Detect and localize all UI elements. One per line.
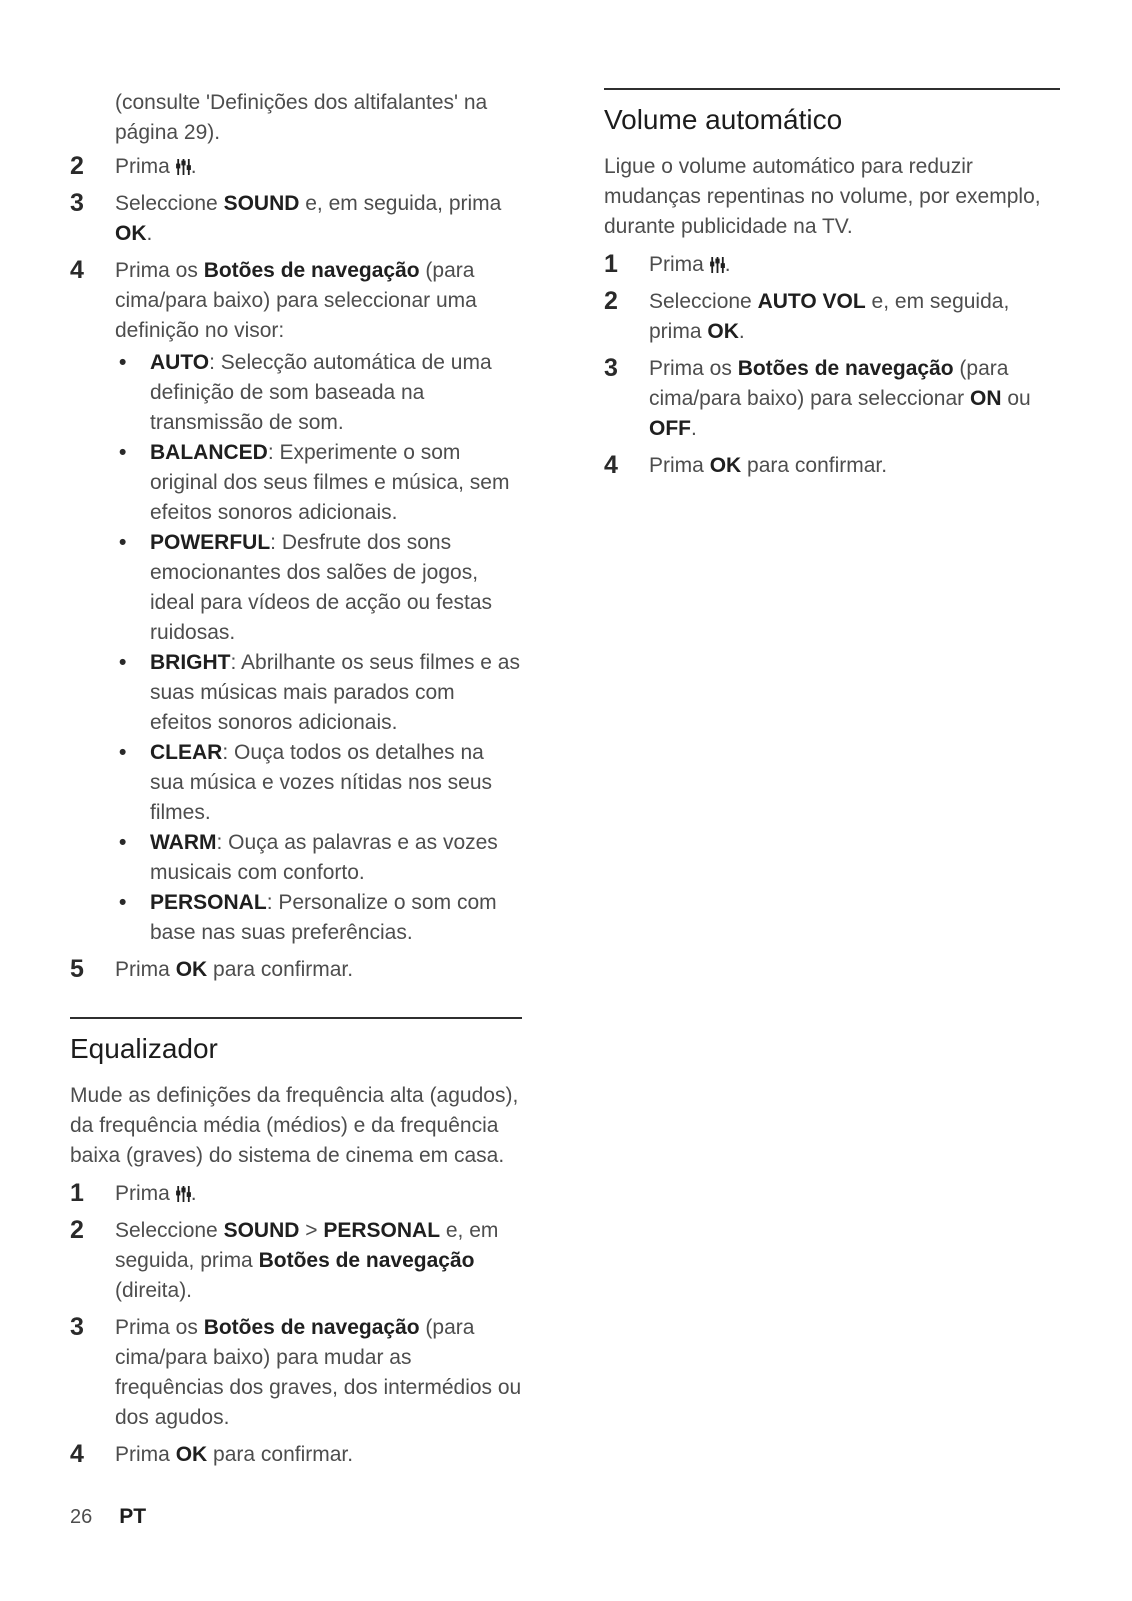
step-number: 2 [70, 1216, 84, 1244]
bullet-item [115, 348, 522, 438]
step-item [70, 152, 522, 182]
bullet-text: BRIGHT: Abrilhante os seus filmes e as suas músicas mais parados com efeitos sonoros adicionais. [150, 651, 520, 734]
step-number: 3 [70, 1313, 84, 1341]
bullet-text: CLEAR: Ouça todos os detalhes na sua música e vozes nítidas nos seus filmes. [150, 741, 493, 824]
auto-volume-heading: Volume automático [604, 104, 843, 135]
bullet-text: BALANCED: Experimente o som original dos seus filmes e música, sem efeitos sonoros adicionais. [150, 441, 510, 524]
step-body [115, 256, 522, 948]
bullet-marker: • [119, 531, 127, 554]
step-item [70, 1313, 522, 1433]
section-divider [70, 1017, 522, 1019]
equalizer-steps-list [70, 1179, 522, 1470]
step-item [604, 250, 1060, 280]
bullet-item [115, 528, 522, 648]
step-number: 3 [70, 189, 84, 217]
step-number: 1 [70, 1179, 84, 1207]
step-text: Prima os Botões de navegação (para cima/para baixo) para seleccionar ON ou OFF. [649, 357, 1031, 440]
step-body [115, 955, 522, 985]
step-text: Prima . [115, 155, 197, 178]
bullet-marker: • [119, 891, 127, 914]
auto-volume-steps-list [604, 250, 1060, 481]
step-text: Prima OK para confirmar. [115, 1443, 354, 1466]
step-number: 4 [70, 256, 84, 284]
bullet-item [115, 888, 522, 948]
bullet-marker: • [119, 831, 127, 854]
step-number: 1 [604, 250, 618, 278]
page-footer [70, 1505, 146, 1529]
sound-settings-icon [176, 1186, 191, 1202]
step-body [115, 1440, 522, 1470]
step-body [115, 152, 522, 182]
bullet-text: POWERFUL: Desfrute dos sons emocionantes dos salões de jogos, ideal para vídeos de acção ou festas ruidosas. [150, 531, 493, 644]
step-number: 2 [70, 152, 84, 180]
sound-settings-icon [710, 257, 725, 273]
equalizer-heading: Equalizador [70, 1033, 218, 1064]
step-text: Prima os Botões de navegação (para cima/para baixo) para mudar as frequências dos graves, dos intermédios ou dos agudos. [115, 1316, 522, 1429]
auto-volume-intro: Ligue o volume automático para reduzir mudanças repentinas no volume, por exemplo, durante publicidade na TV. [604, 155, 1041, 238]
step-item [604, 354, 1060, 444]
step-number: 2 [604, 287, 618, 315]
left-column [70, 86, 522, 1477]
section-divider [604, 88, 1060, 90]
bullet-marker: • [119, 351, 127, 374]
page-number: 26 [70, 1506, 93, 1528]
step-body [649, 451, 1060, 481]
step-item [604, 287, 1060, 347]
step-item [70, 256, 522, 948]
bullet-item [115, 648, 522, 738]
step-number: 3 [604, 354, 618, 382]
step-item [70, 1216, 522, 1306]
step-body [115, 189, 522, 249]
bullet-list [115, 348, 522, 948]
step-body [649, 287, 1060, 347]
step-item [70, 1179, 522, 1209]
step-text: Prima OK para confirmar. [649, 454, 888, 477]
step-item [70, 189, 522, 249]
step-item [604, 451, 1060, 481]
bullet-item [115, 828, 522, 888]
step-text: Seleccione AUTO VOL e, em seguida, prima OK. [649, 290, 1010, 343]
step-text: Prima . [649, 253, 731, 276]
sound-steps-list [70, 152, 522, 985]
bullet-item [115, 738, 522, 828]
bullet-marker: • [119, 441, 127, 464]
bullet-item [115, 438, 522, 528]
step-body [649, 354, 1060, 444]
step-body [115, 1179, 522, 1209]
continuation-text: (consulte 'Definições dos altifalantes' na página 29). [115, 91, 488, 144]
step-text: Prima os Botões de navegação (para cima/para baixo) para seleccionar uma definição no visor: [115, 259, 477, 342]
step-number: 5 [70, 955, 84, 983]
step-text: Seleccione SOUND e, em seguida, prima OK. [115, 192, 502, 245]
bullet-text: AUTO: Selecção automática de uma definição de som baseada na transmissão de som. [150, 351, 492, 434]
step-text: Prima OK para confirmar. [115, 958, 354, 981]
step-item [70, 955, 522, 985]
bullet-marker: • [119, 741, 127, 764]
step-text: Seleccione SOUND > PERSONAL e, em seguida, prima Botões de navegação (direita). [115, 1219, 499, 1302]
step-body [115, 1216, 522, 1306]
step-text: Prima . [115, 1182, 197, 1205]
equalizer-intro: Mude as definições da frequência alta (agudos), da frequência média (médios) e da frequência baixa (graves) do sistema de cinema em casa. [70, 1084, 519, 1167]
step-item [70, 1440, 522, 1470]
right-column [604, 86, 1060, 1477]
bullet-text: WARM: Ouça as palavras e as vozes musicais com conforto. [150, 831, 498, 884]
step-number: 4 [604, 451, 618, 479]
sound-settings-icon [176, 159, 191, 175]
step-body [649, 250, 1060, 280]
bullet-text: PERSONAL: Personalize o som com base nas suas preferências. [150, 891, 497, 944]
bullet-marker: • [119, 651, 127, 674]
step-body [115, 1313, 522, 1433]
language-code: PT [119, 1505, 147, 1528]
step-number: 4 [70, 1440, 84, 1468]
